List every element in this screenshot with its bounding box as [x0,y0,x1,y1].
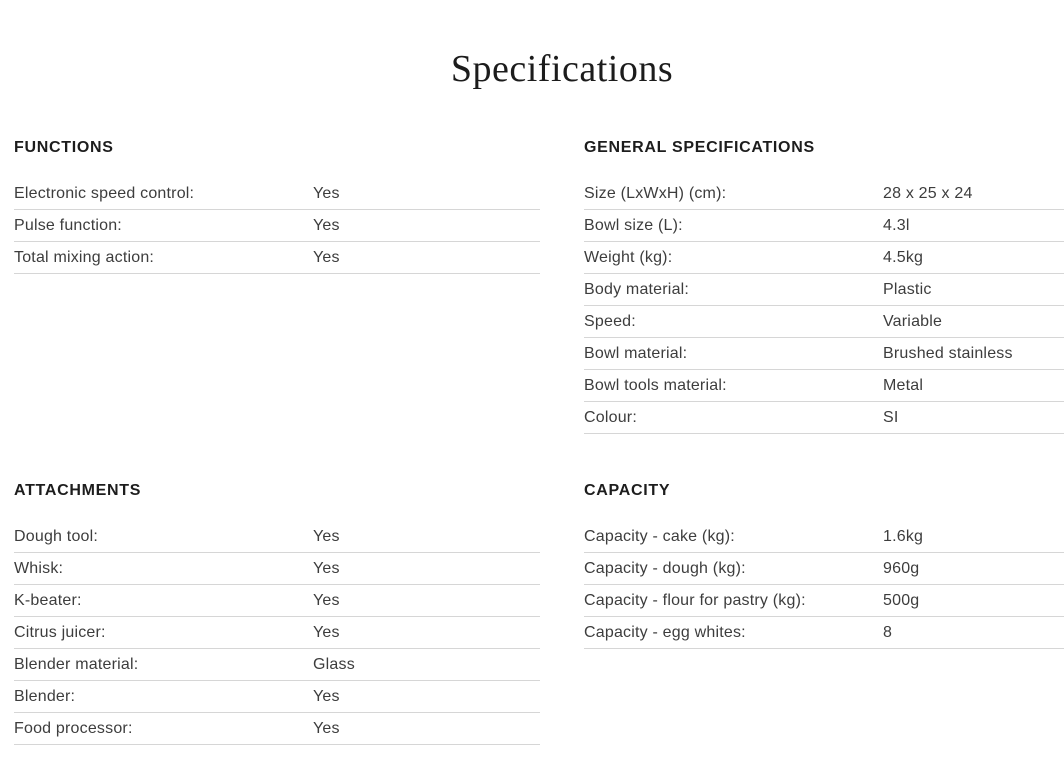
spec-value: Glass [313,655,355,673]
section-capacity-title: CAPACITY [584,482,671,499]
spec-value: 28 x 25 x 24 [883,184,973,202]
spec-label: Pulse function: [14,216,122,234]
spec-label: Blender: [14,687,76,705]
spec-value: 8 [883,623,893,641]
spec-value: 960g [883,559,920,577]
section-functions [14,138,540,274]
spec-value: Yes [313,687,340,705]
spec-row [584,274,1064,306]
spec-value: Yes [313,559,340,577]
spec-row [584,210,1064,242]
spec-row [584,178,1064,210]
spec-row [14,521,540,553]
spec-row [584,242,1064,274]
spec-label: Capacity - egg whites: [584,623,746,641]
spec-value: Yes [313,719,340,737]
section-attachments [14,481,540,745]
spec-value: Yes [313,248,340,266]
spec-label: Dough tool: [14,527,99,545]
spec-value: SI [883,408,899,426]
spec-label: Capacity - dough (kg): [584,559,746,577]
spec-row [584,553,1064,585]
section-attachments-rows [14,521,540,745]
spec-row [14,553,540,585]
spec-row [14,649,540,681]
spec-row [14,178,540,210]
spec-row [584,617,1064,649]
spec-row [584,402,1064,434]
spec-row [14,210,540,242]
spec-label: Weight (kg): [584,248,673,266]
spec-label: Whisk: [14,559,64,577]
spec-label: Capacity - cake (kg): [584,527,735,545]
spec-row [584,585,1064,617]
section-functions-title: FUNCTIONS [14,139,114,156]
spec-label: Capacity - flour for pastry (kg): [584,591,806,609]
spec-row [14,617,540,649]
spec-row [584,521,1064,553]
spec-value: Variable [883,312,943,330]
spec-label: Bowl size (L): [584,216,683,234]
spec-value: Yes [313,527,340,545]
spec-row [14,585,540,617]
spec-value: Yes [313,184,340,202]
spec-label: Size (LxWxH) (cm): [584,184,727,202]
spec-label: Electronic speed control: [14,184,195,202]
spec-label: Blender material: [14,655,139,673]
spec-value: 500g [883,591,920,609]
spec-row [14,713,540,745]
spec-value: Yes [313,623,340,641]
spec-value: Yes [313,591,340,609]
spec-value: Yes [313,216,340,234]
section-capacity [584,481,1064,649]
spec-row [584,338,1064,370]
page-title: Specifications [450,48,674,90]
spec-value: 1.6kg [883,527,924,545]
spec-row [14,242,540,274]
section-attachments-title: ATTACHMENTS [14,482,142,499]
spec-row [14,681,540,713]
section-functions-rows [14,178,540,274]
spec-value: Metal [883,376,924,394]
spec-value: 4.5kg [883,248,924,266]
spec-row [584,370,1064,402]
section-general-specifications-rows [584,178,1064,434]
spec-label: Bowl tools material: [584,376,727,394]
spec-value: 4.3l [883,216,910,234]
section-general-specifications-title: GENERAL SPECIFICATIONS [584,139,815,156]
spec-label: Bowl material: [584,344,688,362]
spec-label: Total mixing action: [14,248,155,266]
spec-row [584,306,1064,338]
spec-label: Food processor: [14,719,133,737]
section-general-specifications [584,138,1064,434]
spec-value: Plastic [883,280,932,298]
spec-sections-grid [14,138,1064,745]
spec-label: Body material: [584,280,690,298]
spec-label: Colour: [584,408,637,426]
spec-label: Citrus juicer: [14,623,106,641]
spec-value: Brushed stainless [883,344,1013,362]
spec-label: Speed: [584,312,636,330]
section-capacity-rows [584,521,1064,649]
spec-label: K-beater: [14,591,82,609]
